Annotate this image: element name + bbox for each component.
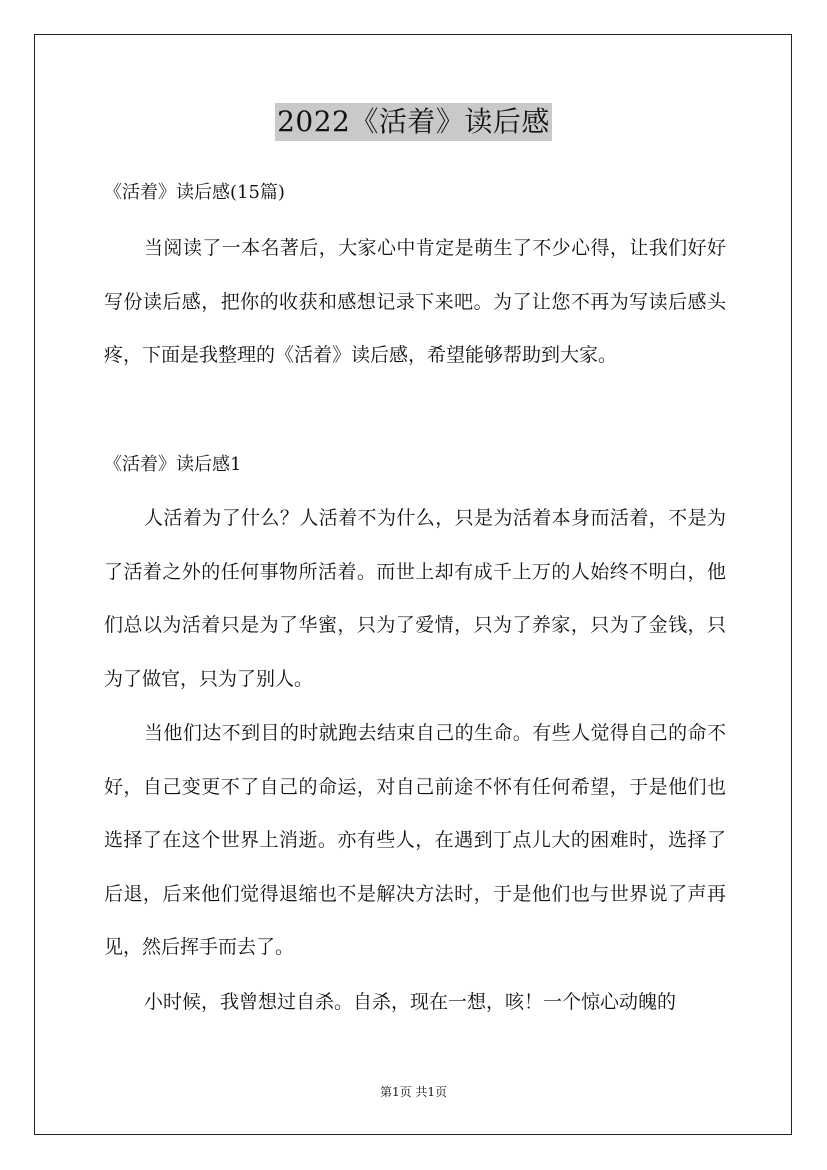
body-paragraph-2: 当他们达不到目的时就跑去结束自己的生命。有些人觉得自己的命不好，自己变更不了自己的命运，对自己前途不怀有任何希望，于是他们也选择了在这个世界上消逝。亦有些人，在遇到丁点儿大的困难时，选择了后退，后来他们觉得退缩也不是解决方法时，于是他们也与世界说了声再见，然后挥手而去了。 — [104, 722, 726, 958]
body-paragraph-1: 人活着为了什么？人活着不为什么，只是为活着本身而活着，不是为了活着之外的任何事物所活着。而世上却有成千上万的人始终不明白，他们总以为活着只是为了华蜜，只为了爱情，只为了养家，只为了金钱，只为了做官，只为了别人。 — [104, 507, 726, 690]
body-paragraph-3: 小时候，我曾想过自杀。自杀，现在一想，咳！一个惊心动魄的 — [144, 991, 677, 1013]
document-title: 2022《活着》读后感 — [275, 103, 552, 141]
page-footer: 第1页 共1页 — [379, 1085, 448, 1099]
intro-paragraph: 当阅读了一本名著后，大家心中肯定是萌生了不少心得，让我们好好写份读后感，把你的收获和感想记录下来吧。为了让您不再为写读后感头疼，下面是我整理的《活着》读后感，希望能够帮助到大家。 — [104, 237, 726, 366]
title-container — [0, 103, 827, 141]
document-subtitle: 《活着》读后感(15篇) — [104, 182, 285, 203]
section-heading: 《活着》读后感1 — [104, 454, 242, 475]
